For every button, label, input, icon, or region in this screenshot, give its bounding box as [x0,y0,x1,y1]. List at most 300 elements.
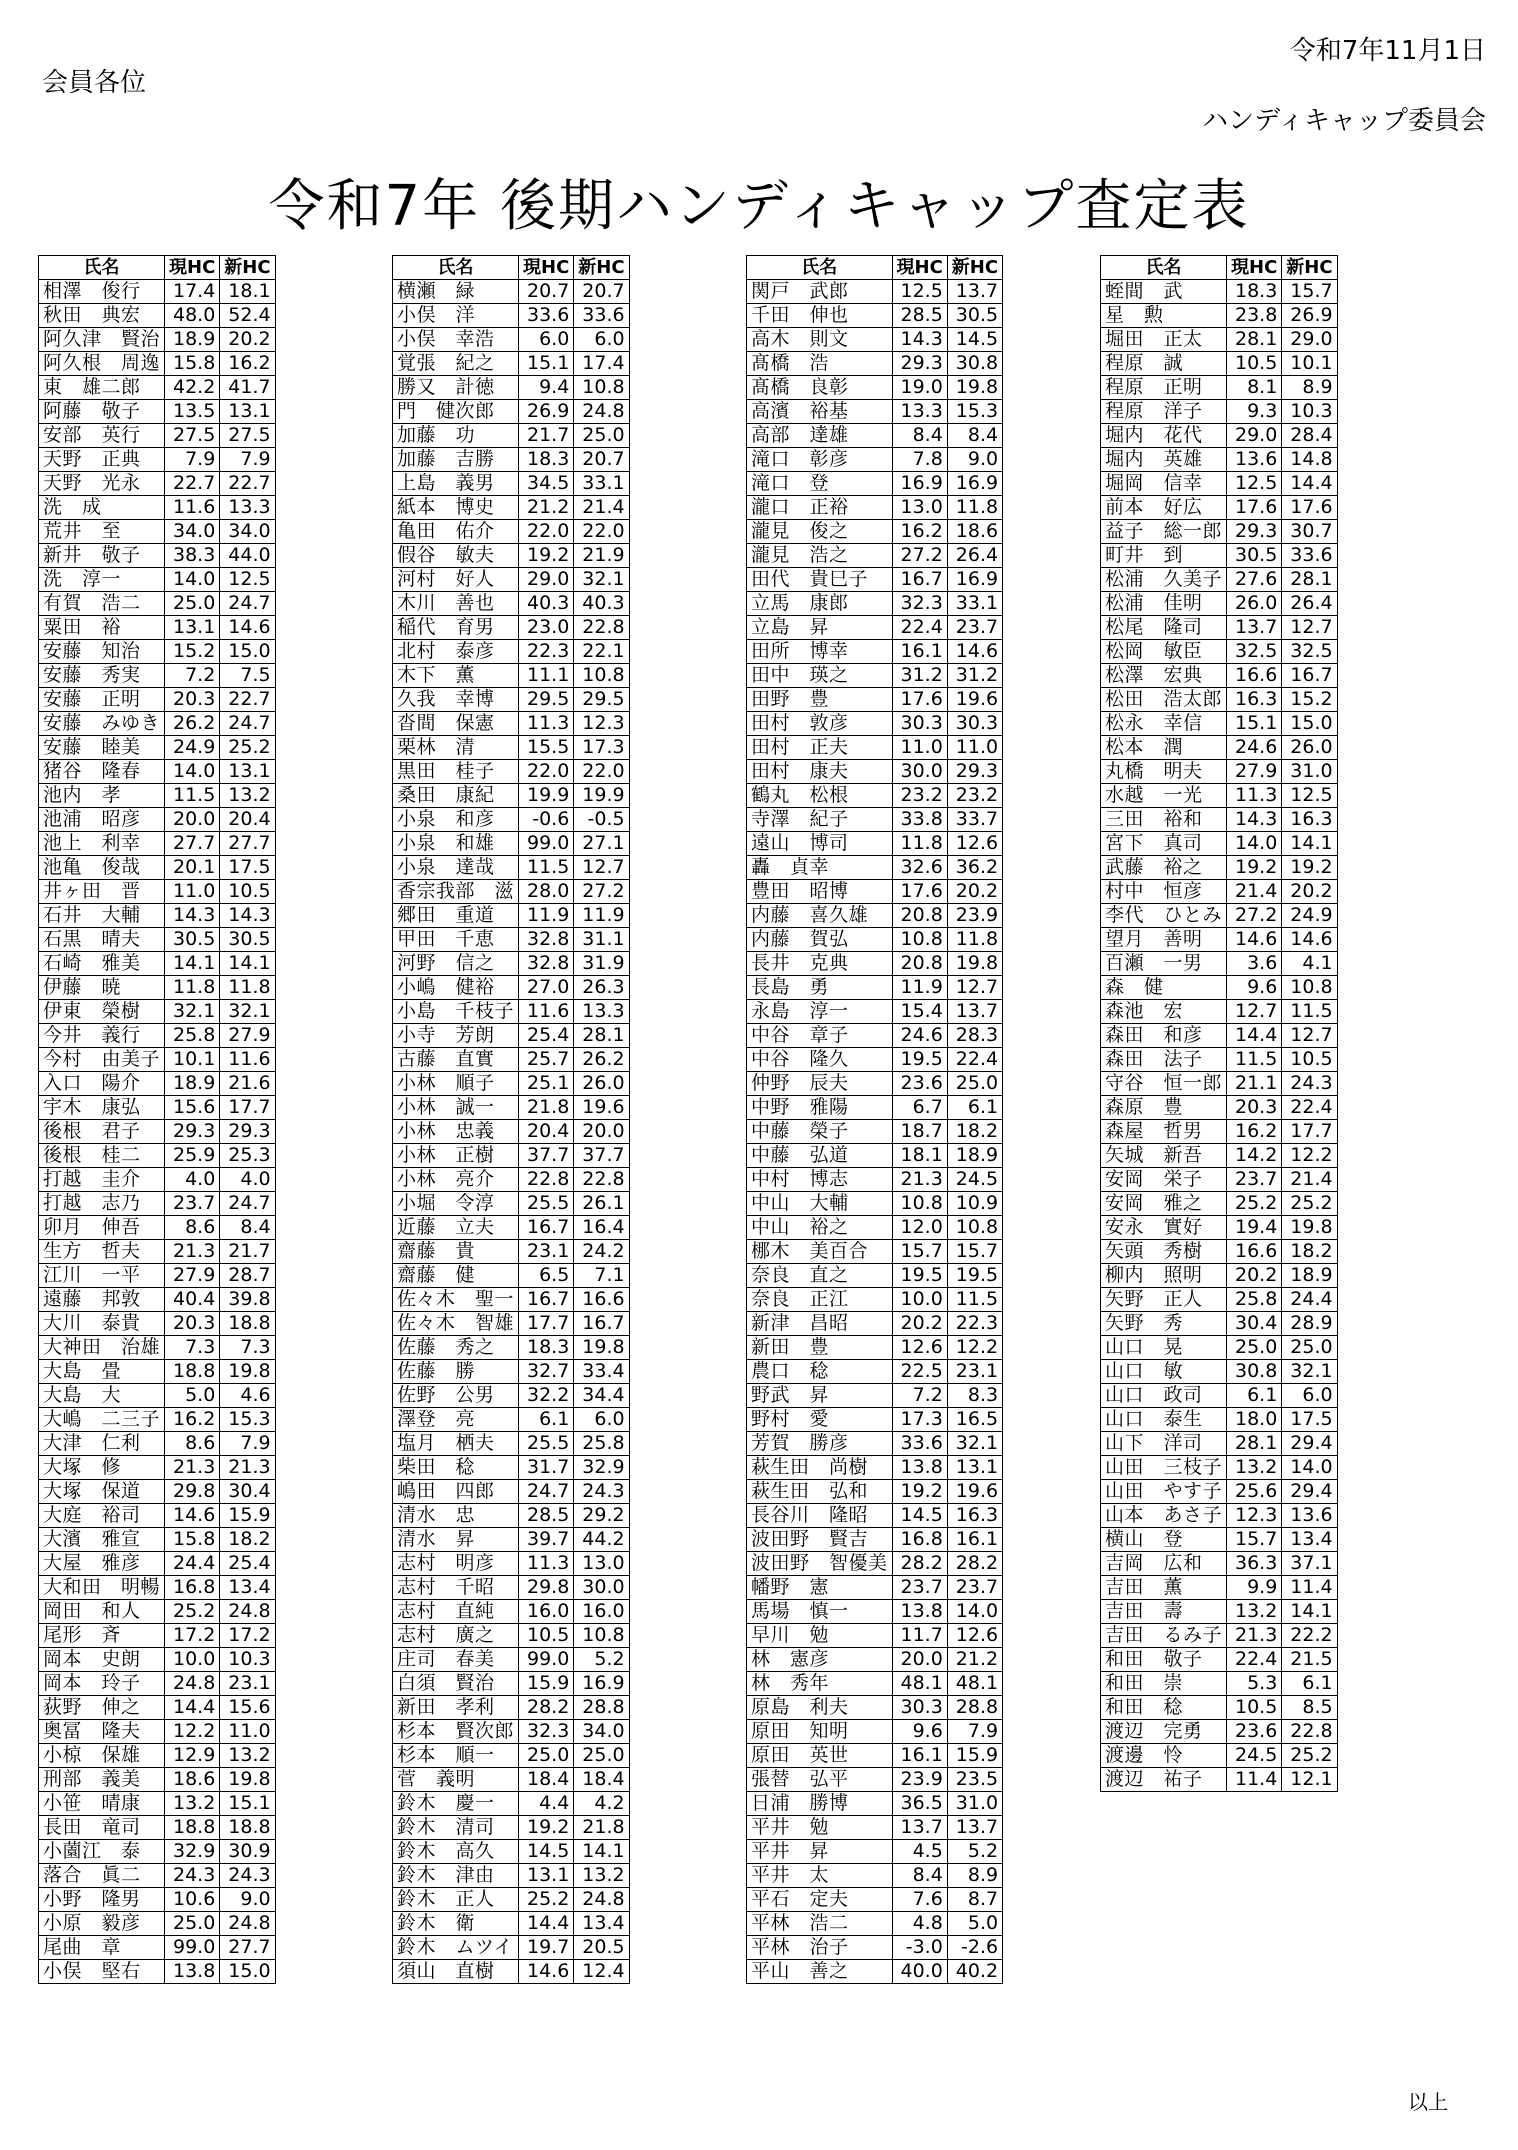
table-row [393,400,630,424]
member-name: 岡本 史朗 [39,1648,165,1672]
member-name: 大濱 雅宣 [39,1528,165,1552]
member-name: 田代 貴巳子 [747,568,893,592]
new-hc: 12.7 [947,976,1002,1000]
member-name: 後根 君子 [39,1120,165,1144]
current-hc: 11.9 [892,976,947,1000]
new-hc: 23.7 [947,1576,1002,1600]
new-hc: 39.8 [220,1288,275,1312]
member-name: 山本 あさ子 [1101,1504,1227,1528]
member-name: 桑田 康紀 [393,784,519,808]
new-hc: 15.3 [947,400,1002,424]
member-name: 山下 洋司 [1101,1432,1227,1456]
member-name: 山口 敏 [1101,1360,1227,1384]
new-hc: 9.0 [220,1888,275,1912]
current-hc: 21.4 [1227,880,1282,904]
current-hc: 25.9 [165,1144,220,1168]
current-hc: 8.4 [892,1864,947,1888]
table-row [747,1240,1003,1264]
current-hc: 27.7 [165,832,220,856]
member-name: 李代 ひとみ [1101,904,1227,928]
current-hc: 20.0 [892,1648,947,1672]
table-row [747,760,1003,784]
table-row [39,1936,276,1960]
member-name: 稲代 育男 [393,616,519,640]
member-name: 高部 達雄 [747,424,893,448]
new-hc: 6.1 [947,1096,1002,1120]
table-row [747,1600,1003,1624]
table-row [747,304,1003,328]
header-new-hc: 新HC [947,256,1002,280]
current-hc: 17.6 [892,880,947,904]
member-name: 安藤 秀実 [39,664,165,688]
new-hc: 41.7 [220,376,275,400]
new-hc: 18.9 [947,1144,1002,1168]
current-hc: 25.0 [165,1912,220,1936]
table-row [39,736,276,760]
current-hc: 14.1 [165,952,220,976]
header-name: 氏名 [747,256,893,280]
current-hc: 11.3 [519,1552,574,1576]
table-row [1101,592,1338,616]
table-row [1101,1312,1338,1336]
member-name: 滝口 彰彦 [747,448,893,472]
new-hc: 8.4 [947,424,1002,448]
member-name: 小原 毅彦 [39,1912,165,1936]
table-row [393,1840,630,1864]
member-name: 鈴木 津由 [393,1864,519,1888]
member-name: 張替 弘平 [747,1768,893,1792]
current-hc: 16.1 [892,1744,947,1768]
current-hc: 4.4 [519,1792,574,1816]
current-hc: 24.3 [165,1864,220,1888]
issue-date: 令和7年11月1日 [1289,36,1486,66]
member-name: 打越 志乃 [39,1192,165,1216]
member-name: 打越 圭介 [39,1168,165,1192]
member-name: 芳賀 勝彦 [747,1432,893,1456]
table-row [39,760,276,784]
new-hc: 8.9 [947,1864,1002,1888]
new-hc: 15.0 [1282,712,1337,736]
current-hc: 36.5 [892,1792,947,1816]
new-hc: 26.4 [1282,592,1337,616]
member-name: 石黒 晴夫 [39,928,165,952]
table-row [747,544,1003,568]
table-row [1101,640,1338,664]
new-hc: 29.3 [220,1120,275,1144]
member-name: 小堀 令淳 [393,1192,519,1216]
table-row [39,1312,276,1336]
current-hc: 29.0 [519,568,574,592]
member-name: 蛭間 武 [1101,280,1227,304]
new-hc: 37.7 [574,1144,629,1168]
current-hc: 37.7 [519,1144,574,1168]
table-row [393,1216,630,1240]
new-hc: 48.1 [947,1672,1002,1696]
current-hc: 20.7 [519,280,574,304]
table-row [747,496,1003,520]
new-hc: 11.6 [220,1048,275,1072]
table-row [747,1480,1003,1504]
member-name: 高濱 裕基 [747,400,893,424]
new-hc: 25.0 [574,1744,629,1768]
table-row [393,328,630,352]
member-name: 森池 宏 [1101,1000,1227,1024]
table-row [393,1816,630,1840]
current-hc: 9.4 [519,376,574,400]
member-name: 志村 明彦 [393,1552,519,1576]
table-row [393,1024,630,1048]
table-row [39,1480,276,1504]
table-row [1101,1168,1338,1192]
current-hc: 19.0 [892,376,947,400]
current-hc: 30.8 [1227,1360,1282,1384]
current-hc: 15.9 [519,1672,574,1696]
current-hc: 28.5 [519,1504,574,1528]
table-row [39,928,276,952]
current-hc: 31.2 [892,664,947,688]
current-hc: 14.3 [165,904,220,928]
current-hc: 3.6 [1227,952,1282,976]
current-hc: 19.5 [892,1048,947,1072]
current-hc: 14.3 [1227,808,1282,832]
member-name: 田村 康夫 [747,760,893,784]
member-name: 瀧見 俊之 [747,520,893,544]
current-hc: 23.0 [519,616,574,640]
table-row [747,1024,1003,1048]
member-name: 滝口 登 [747,472,893,496]
current-hc: 24.4 [165,1552,220,1576]
table-row [39,448,276,472]
table-row [393,1120,630,1144]
current-hc: 31.7 [519,1456,574,1480]
new-hc: 10.9 [947,1192,1002,1216]
current-hc: 23.8 [1227,304,1282,328]
new-hc: 22.2 [1282,1624,1337,1648]
table-row [747,1168,1003,1192]
table-row [393,1192,630,1216]
table-row [39,712,276,736]
member-name: 鈴木 ムツイ [393,1936,519,1960]
member-name: 平井 勉 [747,1816,893,1840]
table-row [393,1168,630,1192]
current-hc: 13.3 [892,400,947,424]
new-hc: 7.9 [947,1720,1002,1744]
new-hc: 11.8 [947,928,1002,952]
current-hc: 11.5 [1227,1048,1282,1072]
new-hc: 19.8 [947,952,1002,976]
member-name: 奈良 直之 [747,1264,893,1288]
member-name: 原田 英世 [747,1744,893,1768]
member-name: 石崎 雅美 [39,952,165,976]
current-hc: 5.3 [1227,1672,1282,1696]
member-name: 田所 博幸 [747,640,893,664]
new-hc: 13.4 [1282,1528,1337,1552]
table-row [747,808,1003,832]
table-row [39,1696,276,1720]
table-row [39,1000,276,1024]
table-row [393,736,630,760]
member-name: 和田 崇 [1101,1672,1227,1696]
new-hc: -0.5 [574,808,629,832]
table-row [747,928,1003,952]
table-row [393,832,630,856]
member-name: 小薗江 泰 [39,1840,165,1864]
member-name: 中谷 隆久 [747,1048,893,1072]
member-name: 阿久根 周逸 [39,352,165,376]
member-name: 大塚 修 [39,1456,165,1480]
table-row [1101,352,1338,376]
new-hc: 16.9 [947,568,1002,592]
member-name: 内藤 喜久雄 [747,904,893,928]
new-hc: 34.0 [220,520,275,544]
table-row [747,448,1003,472]
current-hc: 20.0 [165,808,220,832]
current-hc: 15.1 [1227,712,1282,736]
current-hc: 18.9 [165,1072,220,1096]
current-hc: 30.5 [1227,544,1282,568]
current-hc: 6.7 [892,1096,947,1120]
member-name: 荻野 伸之 [39,1696,165,1720]
current-hc: 8.6 [165,1432,220,1456]
new-hc: 15.0 [220,640,275,664]
new-hc: 14.6 [1282,928,1337,952]
new-hc: 18.6 [947,520,1002,544]
member-name: 百瀬 一男 [1101,952,1227,976]
new-hc: 24.3 [1282,1072,1337,1096]
table-row [393,376,630,400]
table-row [1101,1480,1338,1504]
member-name: 大川 泰貴 [39,1312,165,1336]
new-hc: 10.8 [947,1216,1002,1240]
table-row [393,1000,630,1024]
current-hc: 19.2 [519,1816,574,1840]
table-row [393,1336,630,1360]
new-hc: 19.6 [947,1480,1002,1504]
current-hc: 28.0 [519,880,574,904]
new-hc: 13.2 [220,784,275,808]
table-row [747,280,1003,304]
member-name: 小林 亮介 [393,1168,519,1192]
table-row [39,664,276,688]
new-hc: 10.8 [1282,976,1337,1000]
current-hc: 29.0 [1227,424,1282,448]
member-name: 木下 薫 [393,664,519,688]
table-row [1101,688,1338,712]
table-row [1101,304,1338,328]
header-current-hc: 現HC [892,256,947,280]
new-hc: 32.1 [1282,1360,1337,1384]
new-hc: 18.8 [220,1816,275,1840]
member-name: 池亀 俊哉 [39,856,165,880]
new-hc: 14.6 [220,616,275,640]
member-name: 覚張 紀之 [393,352,519,376]
member-name: 入口 陽介 [39,1072,165,1096]
table-row [39,352,276,376]
member-name: 小笹 晴康 [39,1792,165,1816]
new-hc: 28.7 [220,1264,275,1288]
current-hc: 10.6 [165,1888,220,1912]
member-name: 阿藤 敬子 [39,400,165,424]
current-hc: 16.1 [892,640,947,664]
current-hc: 17.2 [165,1624,220,1648]
current-hc: 10.5 [1227,352,1282,376]
new-hc: 24.2 [574,1240,629,1264]
current-hc: 9.6 [1227,976,1282,1000]
current-hc: 38.3 [165,544,220,568]
new-hc: 27.1 [574,832,629,856]
new-hc: 21.5 [1282,1648,1337,1672]
member-name: 矢城 新吾 [1101,1144,1227,1168]
table-row [747,1696,1003,1720]
table-row [39,1744,276,1768]
member-name: 仲野 辰夫 [747,1072,893,1096]
table-row [1101,1744,1338,1768]
table-row [1101,1624,1338,1648]
member-name: 大神田 治雄 [39,1336,165,1360]
new-hc: 5.2 [947,1840,1002,1864]
member-name: 勝又 計徳 [393,376,519,400]
current-hc: 7.8 [892,448,947,472]
table-row [747,1816,1003,1840]
current-hc: 17.6 [892,688,947,712]
current-hc: 13.1 [165,616,220,640]
page-title: 令和7年 後期ハンディキャップ査定表 [268,174,1250,239]
current-hc: 22.7 [165,472,220,496]
table-row [393,640,630,664]
new-hc: 15.2 [1282,688,1337,712]
member-name: 大津 仁利 [39,1432,165,1456]
table-row [1101,328,1338,352]
new-hc: 12.7 [1282,616,1337,640]
member-name: 塩月 栖夫 [393,1432,519,1456]
new-hc: 24.8 [220,1912,275,1936]
member-name: 武藤 裕之 [1101,856,1227,880]
current-hc: 17.7 [519,1312,574,1336]
member-name: 立馬 康郎 [747,592,893,616]
new-hc: 23.2 [947,784,1002,808]
new-hc: 37.1 [1282,1552,1337,1576]
header-new-hc: 新HC [220,256,275,280]
table-row [393,1888,630,1912]
table-row [39,640,276,664]
table-row [393,616,630,640]
current-hc: 48.1 [892,1672,947,1696]
member-name: 今井 義行 [39,1024,165,1048]
member-name: 生方 哲夫 [39,1240,165,1264]
current-hc: 25.4 [519,1024,574,1048]
new-hc: 15.9 [220,1504,275,1528]
table-row [393,1696,630,1720]
table-row [747,1960,1003,1984]
member-name: 萩生田 尚樹 [747,1456,893,1480]
member-name: 河野 信之 [393,952,519,976]
member-name: 安藤 みゆき [39,712,165,736]
table-row [747,736,1003,760]
new-hc: 30.7 [1282,520,1337,544]
header-name: 氏名 [1101,256,1227,280]
new-hc: 33.6 [574,304,629,328]
new-hc: 10.3 [1282,400,1337,424]
new-hc: 14.1 [574,1840,629,1864]
table-row [39,808,276,832]
current-hc: 24.5 [1227,1744,1282,1768]
table-row [1101,856,1338,880]
current-hc: 22.3 [519,640,574,664]
new-hc: 6.1 [1282,1672,1337,1696]
current-hc: 7.6 [892,1888,947,1912]
new-hc: 34.0 [574,1720,629,1744]
current-hc: 13.2 [1227,1600,1282,1624]
new-hc: 19.8 [947,376,1002,400]
table-row [1101,448,1338,472]
table-row [1101,1360,1338,1384]
table-row [1101,1552,1338,1576]
table-row [39,1720,276,1744]
new-hc: 16.3 [947,1504,1002,1528]
header-current-hc: 現HC [1227,256,1282,280]
current-hc: 16.2 [1227,1120,1282,1144]
current-hc: 15.4 [892,1000,947,1024]
new-hc: 21.2 [947,1648,1002,1672]
current-hc: 7.2 [165,664,220,688]
new-hc: 13.1 [220,400,275,424]
member-name: 宇木 康弘 [39,1096,165,1120]
current-hc: 10.5 [1227,1696,1282,1720]
new-hc: 10.8 [574,664,629,688]
table-row [393,1360,630,1384]
member-name: 小俣 幸浩 [393,328,519,352]
new-hc: 36.2 [947,856,1002,880]
table-row [1101,496,1338,520]
member-name: 沓間 保憲 [393,712,519,736]
member-name: 大塚 保道 [39,1480,165,1504]
new-hc: 8.3 [947,1384,1002,1408]
current-hc: 11.8 [165,976,220,1000]
table-row [39,1960,276,1984]
current-hc: 13.6 [1227,448,1282,472]
new-hc: 20.5 [574,1936,629,1960]
new-hc: 32.1 [220,1000,275,1024]
new-hc: 11.5 [1282,1000,1337,1024]
member-name: 堀内 英雄 [1101,448,1227,472]
new-hc: 29.0 [1282,328,1337,352]
table-row [1101,784,1338,808]
current-hc: 12.2 [165,1720,220,1744]
member-name: 大嶋 二三子 [39,1408,165,1432]
member-name: 甲田 千恵 [393,928,519,952]
table-row [39,1432,276,1456]
table-row [1101,1144,1338,1168]
table-row [747,1912,1003,1936]
member-name: 和田 稔 [1101,1696,1227,1720]
member-name: 田村 敦彦 [747,712,893,736]
member-name: 佐野 公男 [393,1384,519,1408]
new-hc: 25.0 [1282,1336,1337,1360]
table-row [393,496,630,520]
current-hc: 30.3 [892,712,947,736]
new-hc: 7.1 [574,1264,629,1288]
member-name: 中山 裕之 [747,1216,893,1240]
table-row [39,1600,276,1624]
member-name: 荒井 至 [39,520,165,544]
table-row [747,352,1003,376]
member-name: 假谷 敏夫 [393,544,519,568]
current-hc: 19.5 [892,1264,947,1288]
table-row [747,1768,1003,1792]
current-hc: 4.0 [165,1168,220,1192]
current-hc: -3.0 [892,1936,947,1960]
member-name: 上島 義男 [393,472,519,496]
